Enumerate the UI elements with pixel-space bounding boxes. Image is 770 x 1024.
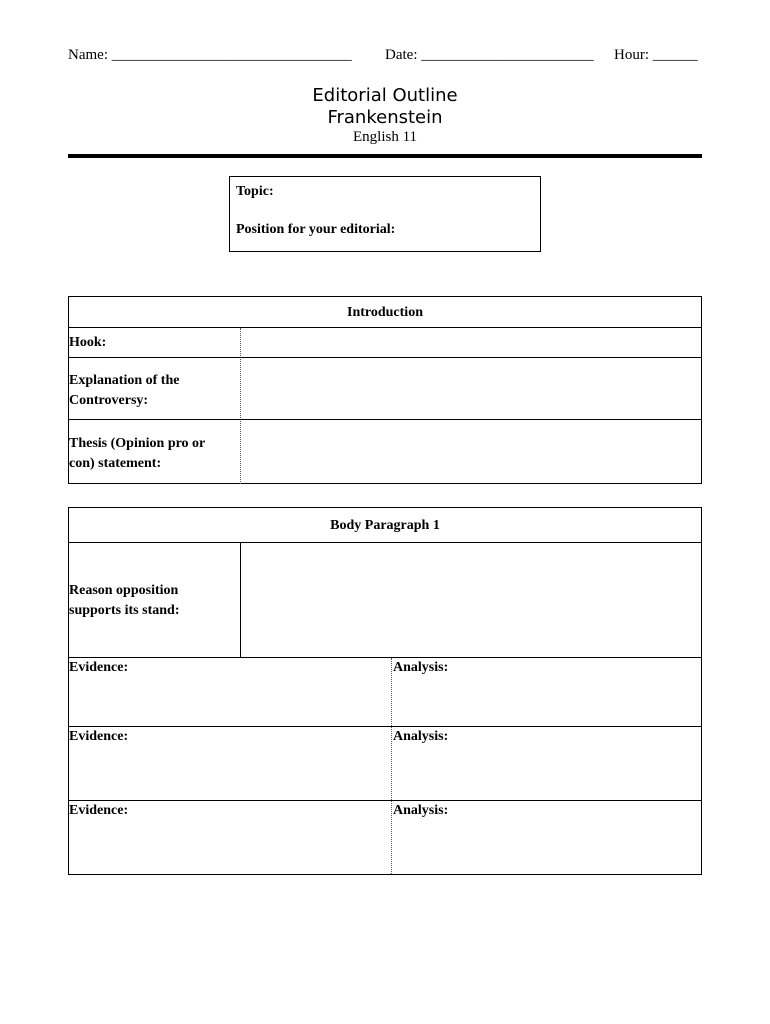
body-paragraph-heading: Body Paragraph 1 — [330, 518, 440, 533]
introduction-heading: Introduction — [347, 305, 423, 320]
evidence-1-label[interactable]: Evidence: — [69, 660, 129, 675]
thesis-label: Thesis (Opinion pro or con) statement: — [69, 436, 206, 471]
hour-field[interactable]: Hour: ______ — [614, 47, 698, 63]
evidence-2-label[interactable]: Evidence: — [69, 729, 129, 744]
reason-answer[interactable] — [241, 543, 701, 657]
header-divider — [68, 154, 702, 158]
introduction-table — [68, 296, 702, 484]
reason-label: Reason opposition supports its stand: — [69, 583, 180, 618]
hook-label: Hook: — [69, 335, 107, 350]
page-title: Editorial Outline — [312, 85, 458, 106]
body-paragraph-table — [68, 507, 702, 875]
position-label: Position for your editorial: — [236, 222, 396, 237]
column-divider — [391, 658, 392, 874]
analysis-3-label[interactable]: Analysis: — [393, 803, 449, 818]
controversy-answer[interactable] — [241, 358, 701, 419]
topic-label: Topic: — [236, 184, 274, 199]
page-subtitle-book: Frankenstein — [327, 107, 443, 128]
hook-answer[interactable] — [241, 328, 701, 357]
row-divider — [69, 726, 701, 727]
thesis-answer[interactable] — [241, 420, 701, 483]
analysis-2-label[interactable]: Analysis: — [393, 729, 449, 744]
controversy-label: Explanation of the Controversy: — [69, 373, 180, 408]
evidence-3-label[interactable]: Evidence: — [69, 803, 129, 818]
name-field[interactable]: Name: ________________________________ — [68, 47, 352, 63]
row-divider — [69, 800, 701, 801]
row-divider — [69, 657, 701, 658]
topic-box[interactable] — [229, 176, 541, 252]
analysis-1-label[interactable]: Analysis: — [393, 660, 449, 675]
date-field[interactable]: Date: _______________________ — [385, 47, 594, 63]
course-label: English 11 — [352, 129, 418, 145]
